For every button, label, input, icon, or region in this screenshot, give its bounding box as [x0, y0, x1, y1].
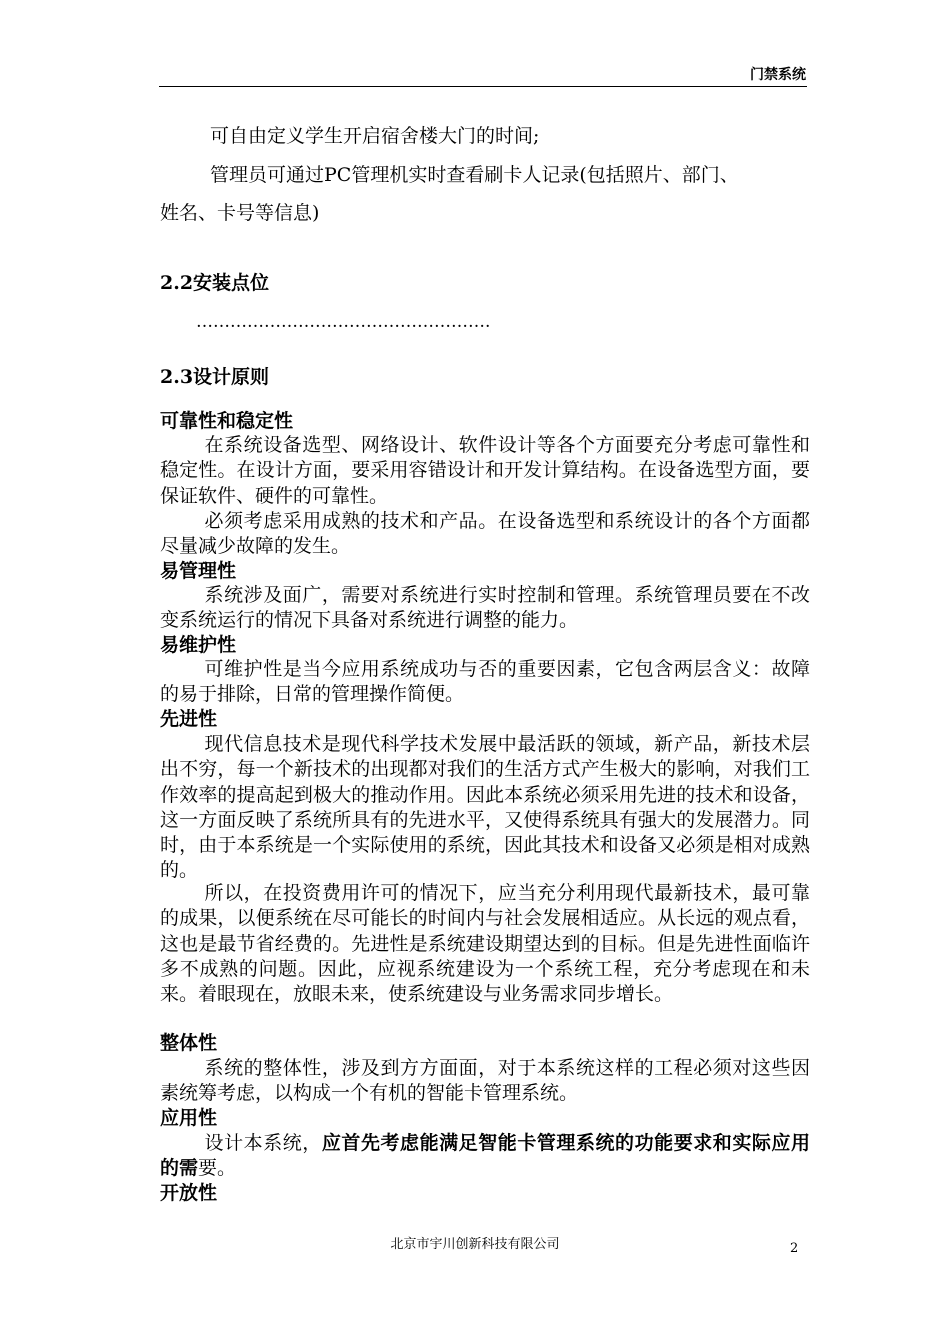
- reliability-paragraph-2: [160, 509, 810, 560]
- reliability-paragraph-1: [160, 433, 810, 509]
- section-2-2-heading: 2.2安装点位: [160, 272, 270, 294]
- applicability-title: 应用性: [160, 1107, 218, 1129]
- intro-line-2: 管理员可通过PC管理机实时查看刷卡人记录(包括照片、部门、: [210, 164, 739, 186]
- intro-line-3: 姓名、卡号等信息): [160, 202, 320, 224]
- integrity-title: 整体性: [160, 1032, 218, 1054]
- advanced-paragraph-1: [160, 732, 810, 884]
- maintainability-text: 可维护性是当今应用系统成功与否的重要因素，它包含两层含义：故障的易于排除，日常的管理操作简便。: [160, 658, 810, 706]
- openness-title: 开放性: [160, 1182, 218, 1204]
- applicability-text-bold: 应首先考虑能满足智能卡管理系统的功能要求和实际应用的需: [160, 1132, 810, 1180]
- applicability-text-normal: 设计本系统，: [204, 1132, 322, 1154]
- footer-company: 北京市宇川创新科技有限公司: [390, 1237, 560, 1252]
- reliability-text-2: 必须考虑采用成熟的技术和产品。在设备选型和系统设计的各个方面都尽量减少故障的发生。: [160, 510, 810, 558]
- section-2-2-ellipsis: …………………………………………….: [196, 312, 491, 332]
- advanced-paragraph-2: [160, 881, 810, 1007]
- section-2-3-heading: 2.3设计原则: [160, 366, 270, 388]
- applicability-text-end: 要。: [198, 1157, 237, 1180]
- applicability-paragraph: [160, 1131, 810, 1182]
- header-title: 门禁系统: [750, 67, 806, 83]
- integrity-text: 系统的整体性，涉及到方方面面，对于本系统这样的工程必须对这些因素统筹考虑，以构成一个有机的智能卡管理系统。: [160, 1057, 810, 1105]
- advanced-text-2: 所以，在投资费用许可的情况下，应当充分利用现代最新技术，最可靠的成果，以便系统在尽可能长的时间内与社会发展相适应。从长远的观点看，这也是最节省经费的。先进性是系统建设期望达到的目标。但是先进性面临许多不成熟的问题。因此，应视系统建设为一个系统工程，充分考虑现在和未来。着眼现在，放眼未来，使系统建设与业务需求同步增长。: [160, 882, 810, 1006]
- reliability-text-1: 在系统设备选型、网络设计、软件设计等各个方面要充分考虑可靠性和稳定性。在设计方面，要采用容错设计和开发计算结构。在设备选型方面，要保证软件、硬件的可靠性。: [160, 434, 810, 507]
- header-rule: [159, 86, 807, 87]
- maintainability-title: 易维护性: [160, 634, 237, 656]
- manageability-text: 系统涉及面广，需要对系统进行实时控制和管理。系统管理员要在不改变系统运行的情况下具备对系统进行调整的能力。: [160, 584, 810, 632]
- manageability-title: 易管理性: [160, 560, 237, 582]
- advanced-title: 先进性: [160, 708, 218, 730]
- intro-line-1: 可自由定义学生开启宿舍楼大门的时间;: [210, 125, 540, 147]
- page-number: 2: [790, 1241, 799, 1256]
- advanced-text-1: 现代信息技术是现代科学技术发展中最活跃的领域，新产品，新技术层出不穷，每一个新技术的出现都对我们的生活方式产生极大的影响，对我们工作效率的提高起到极大的推动作用。因此本系统必须采用先进的技术和设备，这一方面反映了系统所具有的先进水平，又使得系统具有强大的发展潜力。同时，由于本系统是一个实际使用的系统，因此其技术和设备又必须是相对成熟的。: [160, 733, 810, 882]
- maintainability-paragraph: [160, 657, 810, 708]
- reliability-title: 可靠性和稳定性: [160, 410, 294, 432]
- integrity-paragraph: [160, 1056, 810, 1107]
- manageability-paragraph: [160, 583, 810, 634]
